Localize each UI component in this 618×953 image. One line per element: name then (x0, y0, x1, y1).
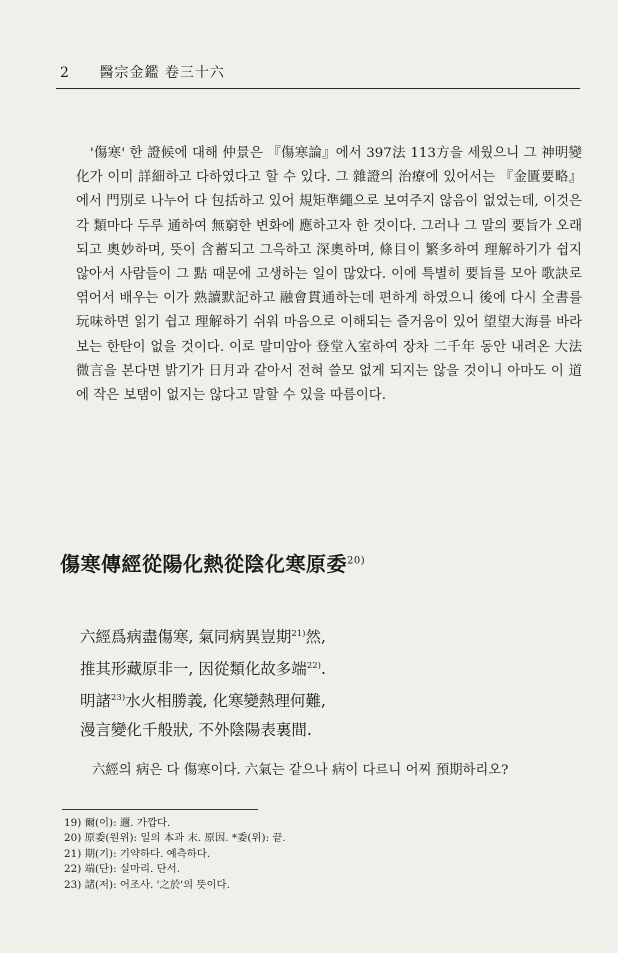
footnote: 19) 爾(이): 邇. 가깝다. (64, 817, 171, 829)
footnote: 20) 原委(원위): 일의 本과 末. 原因. *委(위): 끝. (64, 832, 286, 845)
header-rule (56, 88, 580, 89)
preface-text (76, 142, 582, 408)
footnote-rule (62, 809, 258, 810)
verse-text: 推其形藏原非一, 因從類化故多端 (80, 660, 307, 679)
footnote: 21) 期(기): 기약하다. 예측하다. (64, 847, 211, 860)
footnotes (64, 816, 564, 893)
verse-text: . (321, 660, 326, 679)
footnote-ref: 23) (111, 693, 126, 704)
section-title-text: 傷寒傳經從陽化熱從陰化寒原委 (60, 552, 347, 576)
translation-line: 六經의 病은 다 傷寒이다. 六氣는 같으나 病이 다르니 어찌 預期하리오? (92, 763, 509, 778)
verse-line (80, 684, 550, 716)
verse-text: 明諸 (80, 692, 112, 711)
verse-line (80, 652, 550, 684)
verse-text: 然, (305, 628, 326, 647)
section-title-note: 20) (347, 555, 366, 567)
verse-block (80, 620, 550, 745)
verse-text: 漫言變化千般狀, 不外陰陽表裏間. (80, 721, 312, 740)
running-header (60, 62, 576, 82)
verse-text: 水火相勝義, 化寒變熱理何難, (125, 692, 326, 711)
section-title (60, 548, 580, 577)
verse-line (80, 620, 550, 652)
footnote: 23) 諸(저): 어조사. '之於'의 뜻이다. (64, 878, 230, 891)
verse-text: 六經爲病盡傷寒, 氣同病異豈期 (80, 628, 292, 647)
footnote: 22) 端(단): 실마리. 단서. (64, 863, 181, 876)
footnote-ref: 22) (306, 661, 321, 672)
footnote-ref: 21) (291, 629, 306, 639)
running-title: 醫宗金鑑 卷三十六 (99, 65, 225, 81)
verse-line (80, 716, 550, 745)
preface-paragraph: '傷寒' 한 證候에 대해 仲景은 『傷寒論』에서 397法 113方을 세웠으니 그 神明變化가 이미 詳細하고 다하였다고 할 수 있다. 그 雜證의 治療에 있어서는 『金匱要略』에서 門別로 나누어 다 包括하고 있어 規矩準繩으로 보여주지 않음이 없었는데, 이것은 각 類마다 두루 通하여 無窮한 변화에 應하고자 한 것이다. 그러나 그 말의 要旨가 오래되고 奧妙하며, 뜻이 含蓄되고 그윽하고 深奧하며, 條目이 繁多하여 理解하기가 쉽지 않아서 사람들이 그 點 때문에 고생하는 일이 많았다. 이에 특별히 要旨를 모아 歌訣로 엮어서 배우는 이가 熟讀默記하고 融會貫通하는데 편하게 하였으니 後에 다시 全書를 玩味하면 읽기 쉽고 理解하기 쉬워 마음으로 이해되는 즐거움이 있어 望望大海를 바라보는 한탄이 없을 것이다. 이로 말미암아 登堂入室하여 장차 二千年 동안 내려온 大法微言을 본다면 밝기가 日月과 같아서 전혀 쓸모 없게 되지는 않을 것이니 아마도 이 道에 작은 보탬이 없지는 않다고 말할 수 있을 따름이다. (76, 146, 582, 404)
page-number: 2 (60, 65, 70, 81)
